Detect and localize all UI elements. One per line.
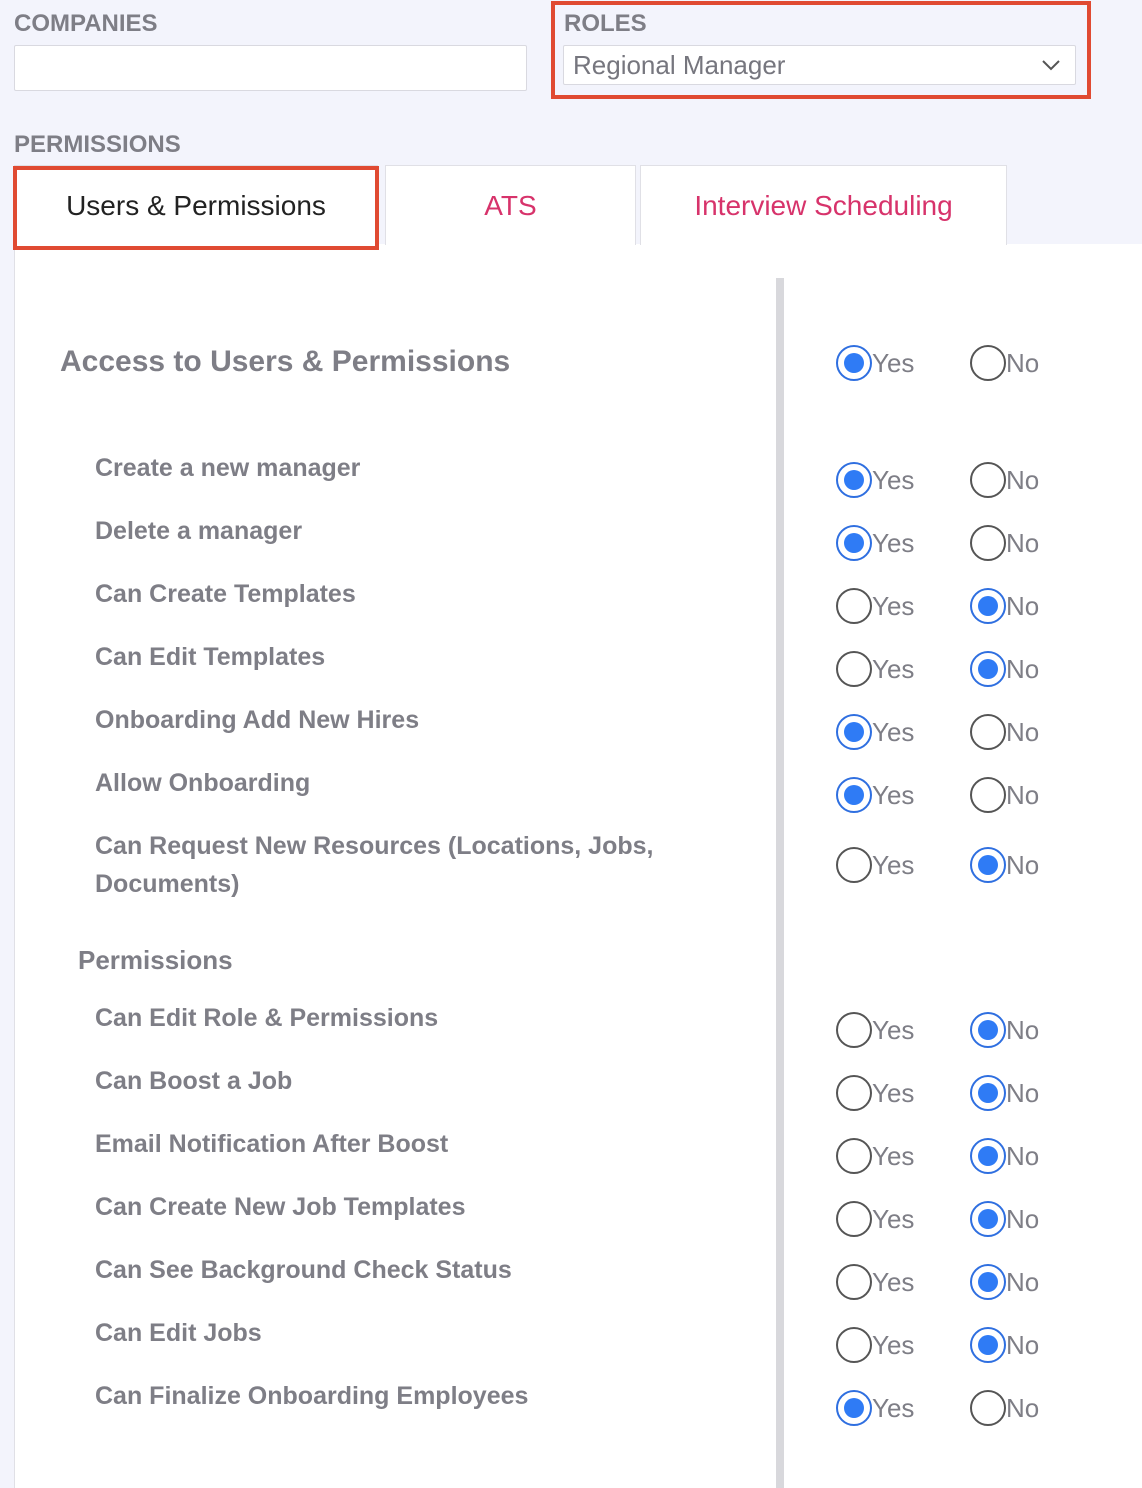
permission-label: Can Create New Job Templates xyxy=(95,1193,466,1221)
yes-label: Yes xyxy=(872,1140,915,1171)
permission-label: Can Edit Jobs xyxy=(95,1319,262,1347)
no-option[interactable] xyxy=(970,1075,1039,1111)
no-label: No xyxy=(1006,716,1040,747)
yes-label: Yes xyxy=(872,1266,915,1297)
no-label: No xyxy=(1006,779,1040,810)
yes-option[interactable] xyxy=(836,462,914,498)
yes-label: Yes xyxy=(872,347,915,378)
yes-option[interactable] xyxy=(836,1138,914,1174)
tab-label: ATS xyxy=(484,189,537,221)
permission-label: Create a new manager xyxy=(95,454,361,482)
permission-label: Can See Background Check Status xyxy=(95,1256,512,1284)
no-option[interactable] xyxy=(970,462,1039,498)
no-label: No xyxy=(1006,1329,1040,1360)
no-option[interactable] xyxy=(970,777,1039,813)
yes-option[interactable] xyxy=(836,1075,914,1111)
radio-yes[interactable] xyxy=(836,588,872,624)
yes-label: Yes xyxy=(872,849,915,880)
no-option[interactable] xyxy=(970,714,1039,750)
yes-option[interactable] xyxy=(836,1327,914,1363)
yes-option[interactable] xyxy=(836,777,914,813)
radio-yes[interactable] xyxy=(836,1390,872,1426)
permission-label: Onboarding Add New Hires xyxy=(95,706,420,734)
yes-label: Yes xyxy=(872,716,915,747)
companies-label: COMPANIES xyxy=(14,10,158,37)
tab-interview-scheduling[interactable] xyxy=(640,165,1007,245)
radio-yes[interactable] xyxy=(836,714,872,750)
permission-label: Email Notification After Boost xyxy=(95,1130,449,1158)
companies-input[interactable] xyxy=(14,45,527,91)
yes-label: Yes xyxy=(872,653,915,684)
no-option[interactable] xyxy=(970,525,1039,561)
permission-label: Can Edit Role & Permissions xyxy=(95,1004,439,1032)
roles-selected-value: Regional Manager xyxy=(573,50,786,80)
tab-label: Interview Scheduling xyxy=(694,189,953,221)
yes-label: Yes xyxy=(872,1329,915,1360)
radio-yes[interactable] xyxy=(836,1012,872,1048)
no-option[interactable] xyxy=(970,1390,1039,1426)
yes-label: Yes xyxy=(872,1203,915,1234)
radio-yes[interactable] xyxy=(836,847,872,883)
radio-no[interactable] xyxy=(970,1390,1006,1426)
section-title: Access to Users & Permissions xyxy=(60,345,511,378)
yes-option[interactable] xyxy=(836,1012,914,1048)
yes-label: Yes xyxy=(872,1392,915,1423)
no-label: No xyxy=(1006,1392,1040,1423)
yes-label: Yes xyxy=(872,1014,915,1045)
yes-option[interactable] xyxy=(836,651,914,687)
column-divider xyxy=(776,278,784,1488)
yes-label: Yes xyxy=(872,1077,915,1108)
yes-label: Yes xyxy=(872,464,915,495)
tab-highlight xyxy=(13,166,379,250)
yes-option[interactable] xyxy=(836,1390,914,1426)
tab-ats[interactable] xyxy=(385,165,636,245)
no-option[interactable] xyxy=(970,1327,1039,1363)
radio-no[interactable] xyxy=(970,1138,1006,1174)
yes-label: Yes xyxy=(872,590,915,621)
roles-label: ROLES xyxy=(564,10,647,37)
radio-no[interactable] xyxy=(970,1264,1006,1300)
yes-label: Yes xyxy=(872,527,915,558)
no-label: No xyxy=(1006,1077,1040,1108)
no-option[interactable] xyxy=(970,588,1039,624)
no-option[interactable] xyxy=(970,847,1039,883)
yes-option[interactable] xyxy=(836,525,914,561)
radio-no[interactable] xyxy=(970,1327,1006,1363)
no-option[interactable] xyxy=(970,1201,1039,1237)
radio-yes[interactable] xyxy=(836,1201,872,1237)
yes-option[interactable] xyxy=(836,1264,914,1300)
radio-no[interactable] xyxy=(970,525,1006,561)
radio-no[interactable] xyxy=(970,714,1006,750)
radio-no[interactable] xyxy=(970,847,1006,883)
radio-yes[interactable] xyxy=(836,345,872,381)
no-label: No xyxy=(1006,590,1040,621)
yes-option[interactable] xyxy=(836,588,914,624)
yes-option[interactable] xyxy=(836,714,914,750)
radio-no[interactable] xyxy=(970,345,1006,381)
radio-yes[interactable] xyxy=(836,777,872,813)
radio-yes[interactable] xyxy=(836,1327,872,1363)
tab-label: Users & Permissions xyxy=(66,189,326,221)
radio-no[interactable] xyxy=(970,1201,1006,1237)
radio-no[interactable] xyxy=(970,462,1006,498)
yes-label: Yes xyxy=(872,779,915,810)
permission-label: Can Request New Resources (Locations, Jobs, Documents) xyxy=(95,832,654,898)
radio-no[interactable] xyxy=(970,777,1006,813)
no-label: No xyxy=(1006,1266,1040,1297)
radio-no[interactable] xyxy=(970,1075,1006,1111)
radio-yes[interactable] xyxy=(836,1138,872,1174)
no-option[interactable] xyxy=(970,1138,1039,1174)
no-label: No xyxy=(1006,464,1040,495)
radio-no[interactable] xyxy=(970,588,1006,624)
no-option[interactable] xyxy=(970,1012,1039,1048)
yes-option[interactable] xyxy=(836,847,914,883)
permission-label: Delete a manager xyxy=(95,517,303,545)
no-label: No xyxy=(1006,347,1040,378)
permission-label: Allow Onboarding xyxy=(95,769,311,797)
radio-yes[interactable] xyxy=(836,525,872,561)
yes-option[interactable] xyxy=(836,1201,914,1237)
no-label: No xyxy=(1006,849,1040,880)
radio-yes[interactable] xyxy=(836,462,872,498)
radio-yes[interactable] xyxy=(836,1075,872,1111)
group-title: Permissions xyxy=(78,945,233,975)
yes-option[interactable] xyxy=(836,345,914,381)
permissions-label: PERMISSIONS xyxy=(14,131,181,158)
no-label: No xyxy=(1006,653,1040,684)
no-option[interactable] xyxy=(970,651,1039,687)
permission-label: Can Edit Templates xyxy=(95,643,326,671)
permission-label: Can Boost a Job xyxy=(95,1067,293,1095)
no-label: No xyxy=(1006,1140,1040,1171)
roles-highlight xyxy=(551,1,1091,99)
no-label: No xyxy=(1006,527,1040,558)
radio-yes[interactable] xyxy=(836,651,872,687)
radio-no[interactable] xyxy=(970,1012,1006,1048)
no-label: No xyxy=(1006,1203,1040,1234)
no-option[interactable] xyxy=(970,345,1039,381)
permission-label: Can Create Templates xyxy=(95,580,356,608)
permission-label: Can Finalize Onboarding Employees xyxy=(95,1382,529,1410)
no-option[interactable] xyxy=(970,1264,1039,1300)
no-label: No xyxy=(1006,1014,1040,1045)
radio-yes[interactable] xyxy=(836,1264,872,1300)
radio-no[interactable] xyxy=(970,651,1006,687)
